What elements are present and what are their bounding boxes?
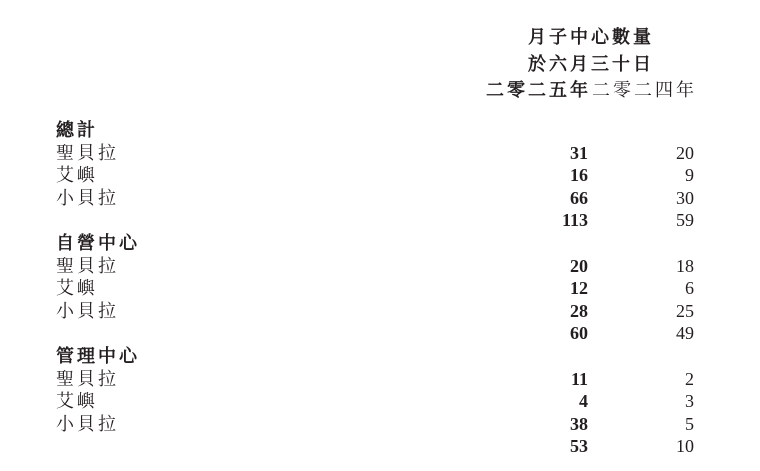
value-2024: 59 (676, 210, 694, 231)
row-label: 艾嶼 (56, 278, 98, 299)
value-2024: 30 (676, 187, 694, 208)
value-2025: 12 (570, 278, 588, 299)
value-2024: 25 (676, 300, 694, 321)
table-row (0, 368, 760, 391)
table-row (0, 255, 760, 278)
value-2025: 28 (570, 300, 588, 321)
table-row (0, 142, 760, 165)
value-2024: 10 (676, 436, 694, 457)
value-2025: 4 (579, 391, 588, 412)
table-row-subtotal (0, 322, 760, 345)
row-label: 聖貝拉 (56, 142, 119, 163)
row-label: 小貝拉 (56, 300, 119, 321)
table-title: 月子中心數量 (528, 27, 654, 47)
value-2025: 11 (570, 368, 588, 389)
value-2024: 2 (685, 368, 694, 389)
table-row (0, 413, 760, 436)
column-header-2025: 二零二五年 (486, 80, 591, 100)
table-row (0, 390, 760, 413)
row-label: 總計 (56, 120, 98, 140)
table-row-section-total (0, 119, 760, 142)
table-row (0, 277, 760, 300)
row-label: 艾嶼 (56, 391, 98, 412)
row-label: 小貝拉 (56, 187, 119, 208)
table-row-subtotal (0, 209, 760, 232)
row-label: 聖貝拉 (56, 255, 119, 276)
value-2024: 20 (676, 142, 694, 163)
value-2024: 5 (685, 413, 694, 434)
row-label: 自營中心 (56, 232, 140, 253)
value-2025: 16 (570, 165, 588, 186)
value-2025: 20 (570, 255, 588, 276)
table-row-subtotal (0, 435, 760, 458)
value-2025: 38 (570, 413, 588, 434)
table-subtitle-date: 於六月三十日 (528, 54, 654, 74)
value-2025: 31 (570, 142, 588, 163)
table-row (0, 187, 760, 210)
column-header-2024: 二零二四年 (592, 80, 697, 100)
row-label: 艾嶼 (56, 165, 98, 186)
value-2024: 18 (676, 255, 694, 276)
table-row-section-managed (0, 345, 760, 368)
value-2025: 53 (570, 436, 588, 457)
table-row (0, 164, 760, 187)
row-label: 小貝拉 (56, 413, 119, 434)
row-label: 管理中心 (56, 345, 140, 366)
value-2024: 49 (676, 323, 694, 344)
value-2024: 3 (685, 391, 694, 412)
row-label: 聖貝拉 (56, 368, 119, 389)
table-row (0, 300, 760, 323)
table-body (0, 119, 760, 458)
value-2024: 6 (685, 278, 694, 299)
value-2025: 66 (570, 187, 588, 208)
table-row-section-self-operated (0, 232, 760, 255)
value-2025: 60 (570, 323, 588, 344)
value-2025: 113 (561, 210, 588, 231)
value-2024: 9 (685, 165, 694, 186)
